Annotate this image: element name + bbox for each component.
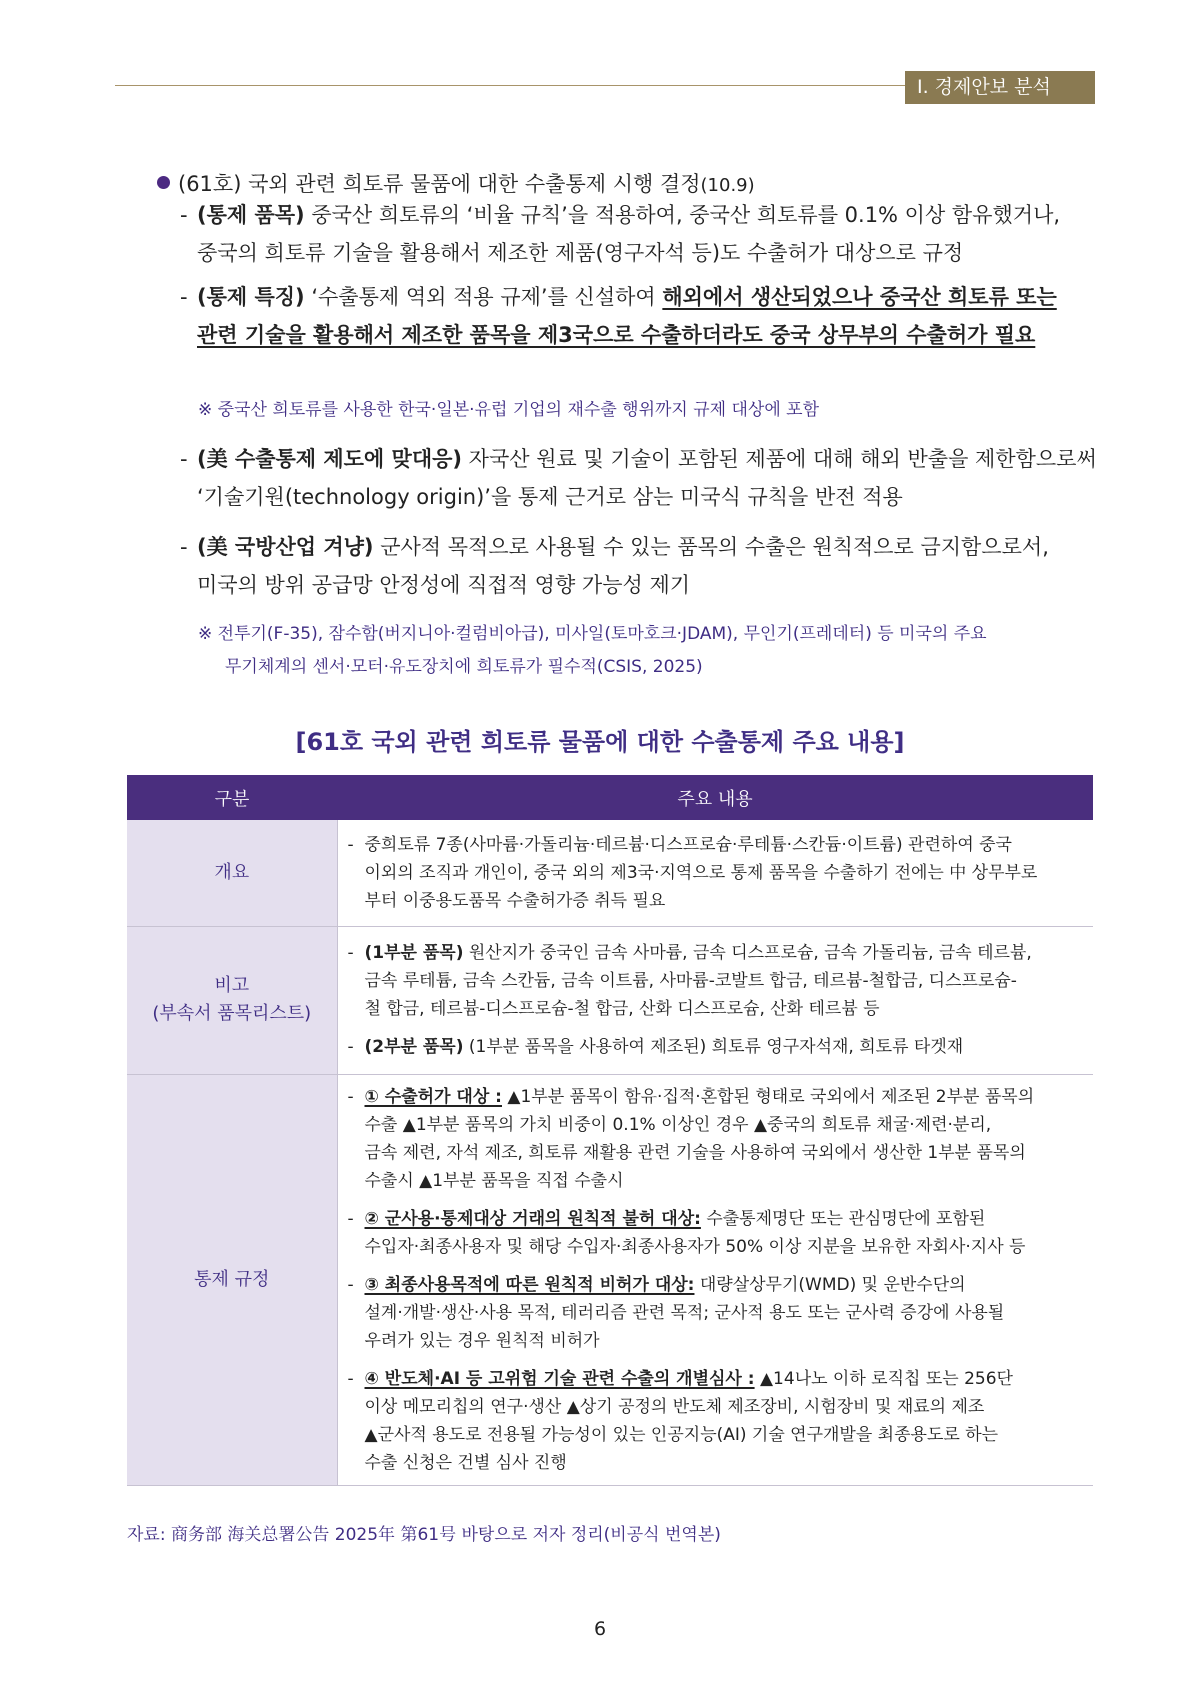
content-entry: - (1부분 품목) 원산지가 중국인 금속 사마륨, 금속 디스프로슘, 금속 가돌리늄, 금속 테르븀, 금속 루테튬, 금속 스칸듐, 금속 이트륨, 사마륨-코발트 합금, 테르븀-철합금, 디스프로슘- 철 합금, 테르븀-디스프로슘-철 합금, 산화 디스프로슘, 산화 테르븀 등 xyxy=(347,943,1032,1019)
item-label: (통제 특징) xyxy=(197,285,305,309)
note-weapons: ※ 전투기(F-35), 잠수함(버지니아·컬럼비아급), 미사일(토마호크·JDAM), 무인기(프레데터) 등 미국의 주요 무기체계의 센서·모터·유도장치에 희토류가 필수적(CSIS, 2025) xyxy=(198,624,987,677)
content-entry: - ③ 최종사용목적에 따른 원칙적 비허가 대상: 대량살상무기(WMD) 및 운반수단의 설계·개발·생산·사용 목적, 테러리즘 관련 목적; 군사적 용도 또는 군사력 증강에 사용될 우려가 있는 경우 원칙적 비허가 xyxy=(347,1274,1005,1351)
header-rule xyxy=(115,85,905,86)
row-content xyxy=(337,1074,1093,1485)
content-entry: - 중희토류 7종(사마륨·가돌리늄·테르븀·디스프로슘·루테튬·스칸듐·이트륨) 관련하여 중국 이외의 조직과 개인이, 중국 외의 제3국·지역으로 통제 품목을 수출하기 전에는 中 상무부로 부터 이중용도품목 수출허가증 취득 필요 xyxy=(347,834,1038,911)
item-us-defense: - (美 국방산업 겨냥) 군사적 목적으로 사용될 수 있는 품목의 수출은 원칙적으로 금지함으로서, 미국의 방위 공급망 안정성에 직접적 영향 가능성 제기 xyxy=(180,535,1049,597)
item-control-items: - (통제 품목) 중국산 희토류의 ‘비율 규칙’을 적용하여, 중국산 희토류를 0.1% 이상 함유했거나, 중국의 희토류 기술을 활용해서 제조한 제품(영구자석 등)도 수출허가 대상으로 규정 xyxy=(180,203,1061,265)
column-header-category: 구분 xyxy=(127,775,337,820)
bullet-dot-icon xyxy=(157,176,170,189)
bullet-text: (61호) 국외 관련 희토류 물품에 대한 수출통제 시행 결정 xyxy=(178,172,701,196)
main-bullet xyxy=(157,168,755,198)
table-caption: [61호 국외 관련 희토류 물품에 대한 수출통제 주요 내용] xyxy=(295,728,905,756)
content-entry: - ② 군사용·통제대상 거래의 원칙적 불허 대상: 수출통제명단 또는 관심명단에 포함된 수입자·최종사용자 및 해당 수입자·최종사용자가 50% 이상 지분을 보유한 자회사·지사 등 xyxy=(347,1208,1026,1257)
underlined-emphasis: 관련 기술을 활용해서 제조한 품목을 제3국으로 수출하더라도 중국 상무부의 수출허가 필요 xyxy=(197,323,1036,347)
table-row xyxy=(127,1074,1093,1485)
row-content xyxy=(337,820,1093,926)
row-content xyxy=(337,926,1093,1074)
section-header-tab: Ⅰ. 경제안보 분석 xyxy=(905,71,1095,104)
note-reexport: ※ 중국산 희토류를 사용한 한국·일본·유럽 기업의 재수출 행위까지 규제 대상에 포함 xyxy=(198,400,820,420)
item-us-countermeasure: - (美 수출통제 제도에 맞대응) 자국산 원료 및 기술이 포함된 제품에 대해 해외 반출을 제한함으로써 ‘기술기원(technology origin)’을 통제 근거로 삼는 미국식 규칙을 반전 적용 xyxy=(180,447,1097,509)
table-row xyxy=(127,820,1093,926)
item-label: (통제 품목) xyxy=(197,203,305,227)
bullet-date: (10.9) xyxy=(700,175,755,196)
page-number: 6 xyxy=(593,1618,607,1640)
row-category: 통제 규정 xyxy=(127,1074,337,1485)
item-control-features: - (통제 특징) ‘수출통제 역외 적용 규제’를 신설하여 해외에서 생산되었으나 중국산 희토류 또는 관련 기술을 활용해서 제조한 품목을 제3국으로 수출하더라도 중국 상무부의 수출허가 필요 xyxy=(180,285,1057,347)
source-note: 자료: 商务部 海关总署公告 2025年 第61号 바탕으로 저자 정리(비공식 번역본) xyxy=(127,1525,721,1545)
table-row xyxy=(127,926,1093,1074)
content-entry: - (2부분 품목) (1부분 품목을 사용하여 제조된) 희토류 영구자석재, 희토류 타겟재 xyxy=(347,1037,964,1057)
underlined-emphasis: 해외에서 생산되었으나 중국산 희토류 또는 xyxy=(662,285,1057,309)
export-control-table xyxy=(127,775,1093,1486)
column-header-content: 주요 내용 xyxy=(337,775,1093,820)
content-entry: - ① 수출허가 대상 : ▲1부분 품목이 함유·집적·혼합된 형태로 국외에서 제조된 2부분 품목의 수출 ▲1부분 품목의 가치 비중이 0.1% 이상인 경우 ▲중국의 희토류 채굴·제련·분리, 금속 제련, 자석 제조, 희토류 재활용 관련 기술을 사용하여 국외에서 생산한 1부분 품목의 수출시 ▲1부분 품목을 직접 수출시 xyxy=(347,1086,1035,1191)
row-category: 개요 xyxy=(127,820,337,926)
row-category: 비고 (부속서 품목리스트) xyxy=(127,926,337,1074)
item-label: (美 수출통제 제도에 맞대응) xyxy=(197,447,462,471)
content-entry: - ④ 반도체·AI 등 고위험 기술 관련 수출의 개별심사 : ▲14나노 이하 로직칩 또는 256단 이상 메모리칩의 연구·생산 ▲상기 공정의 반도체 제조장비, 시험장비 및 재료의 제조 ▲군사적 용도로 전용될 가능성이 있는 인공지능(AI) 기술 연구개발을 최종용도로 하는 수출 신청은 건별 심사 진행 xyxy=(347,1368,1013,1473)
table-header-row xyxy=(127,775,1093,820)
item-label: (美 국방산업 겨냥) xyxy=(197,535,374,559)
